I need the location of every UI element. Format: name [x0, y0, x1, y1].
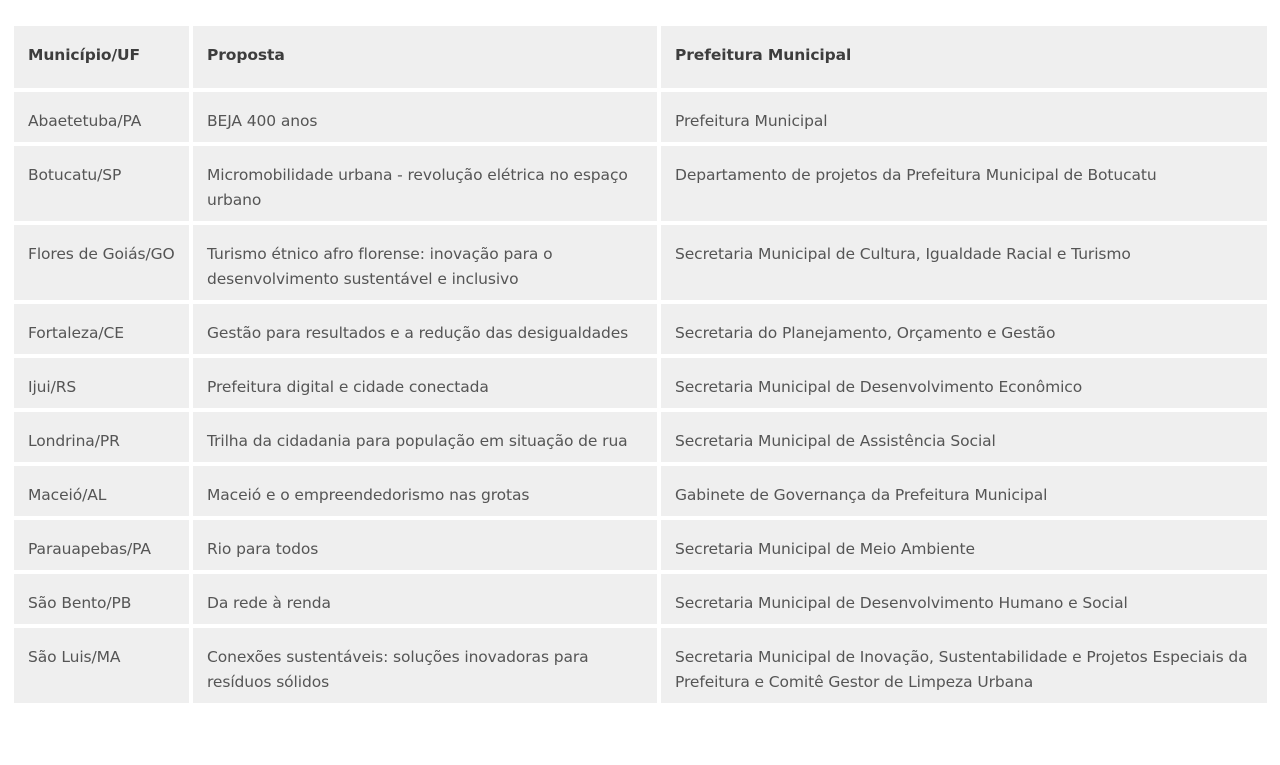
- table-row: [14, 358, 1267, 408]
- cell-proposta: Micromobilidade urbana - revolução elétrica no espaço urbano: [193, 146, 657, 221]
- table-row: [14, 146, 1267, 221]
- cell-municipio: Flores de Goiás/GO: [14, 225, 189, 300]
- header-proposta: Proposta: [193, 26, 657, 88]
- cell-proposta: Prefeitura digital e cidade conectada: [193, 358, 657, 408]
- table-header-row: [14, 26, 1267, 88]
- cell-prefeitura: Secretaria Municipal de Cultura, Igualdade Racial e Turismo: [661, 225, 1267, 300]
- proposals-table-container: [14, 26, 1267, 703]
- cell-proposta: Turismo étnico afro florense: inovação para o desenvolvimento sustentável e inclusivo: [193, 225, 657, 300]
- cell-proposta: Gestão para resultados e a redução das desigualdades: [193, 304, 657, 354]
- cell-proposta: Da rede à renda: [193, 574, 657, 624]
- cell-prefeitura: Secretaria Municipal de Desenvolvimento Humano e Social: [661, 574, 1267, 624]
- table-row: [14, 574, 1267, 624]
- cell-prefeitura: Secretaria Municipal de Desenvolvimento Econômico: [661, 358, 1267, 408]
- cell-municipio: Botucatu/SP: [14, 146, 189, 221]
- table-row: [14, 92, 1267, 142]
- cell-municipio: Londrina/PR: [14, 412, 189, 462]
- cell-municipio: São Bento/PB: [14, 574, 189, 624]
- cell-municipio: Abaetetuba/PA: [14, 92, 189, 142]
- header-municipio: Município/UF: [14, 26, 189, 88]
- cell-prefeitura: Secretaria do Planejamento, Orçamento e Gestão: [661, 304, 1267, 354]
- cell-proposta: Conexões sustentáveis: soluções inovadoras para resíduos sólidos: [193, 628, 657, 703]
- cell-prefeitura: Secretaria Municipal de Meio Ambiente: [661, 520, 1267, 570]
- cell-municipio: Parauapebas/PA: [14, 520, 189, 570]
- header-prefeitura: Prefeitura Municipal: [661, 26, 1267, 88]
- table-row: [14, 412, 1267, 462]
- table-row: [14, 225, 1267, 300]
- cell-municipio: Ijui/RS: [14, 358, 189, 408]
- proposals-table: [10, 22, 1271, 707]
- table-row: [14, 628, 1267, 703]
- table-row: [14, 520, 1267, 570]
- cell-municipio: Fortaleza/CE: [14, 304, 189, 354]
- cell-municipio: Maceió/AL: [14, 466, 189, 516]
- cell-proposta: Trilha da cidadania para população em situação de rua: [193, 412, 657, 462]
- table-row: [14, 466, 1267, 516]
- cell-municipio: São Luis/MA: [14, 628, 189, 703]
- cell-prefeitura: Secretaria Municipal de Inovação, Sustentabilidade e Projetos Especiais da Prefeitura e Comitê Gestor de Limpeza Urbana: [661, 628, 1267, 703]
- cell-proposta: Rio para todos: [193, 520, 657, 570]
- cell-prefeitura: Departamento de projetos da Prefeitura Municipal de Botucatu: [661, 146, 1267, 221]
- cell-prefeitura: Secretaria Municipal de Assistência Social: [661, 412, 1267, 462]
- table-row: [14, 304, 1267, 354]
- cell-prefeitura: Prefeitura Municipal: [661, 92, 1267, 142]
- cell-prefeitura: Gabinete de Governança da Prefeitura Municipal: [661, 466, 1267, 516]
- cell-proposta: Maceió e o empreendedorismo nas grotas: [193, 466, 657, 516]
- cell-proposta: BEJA 400 anos: [193, 92, 657, 142]
